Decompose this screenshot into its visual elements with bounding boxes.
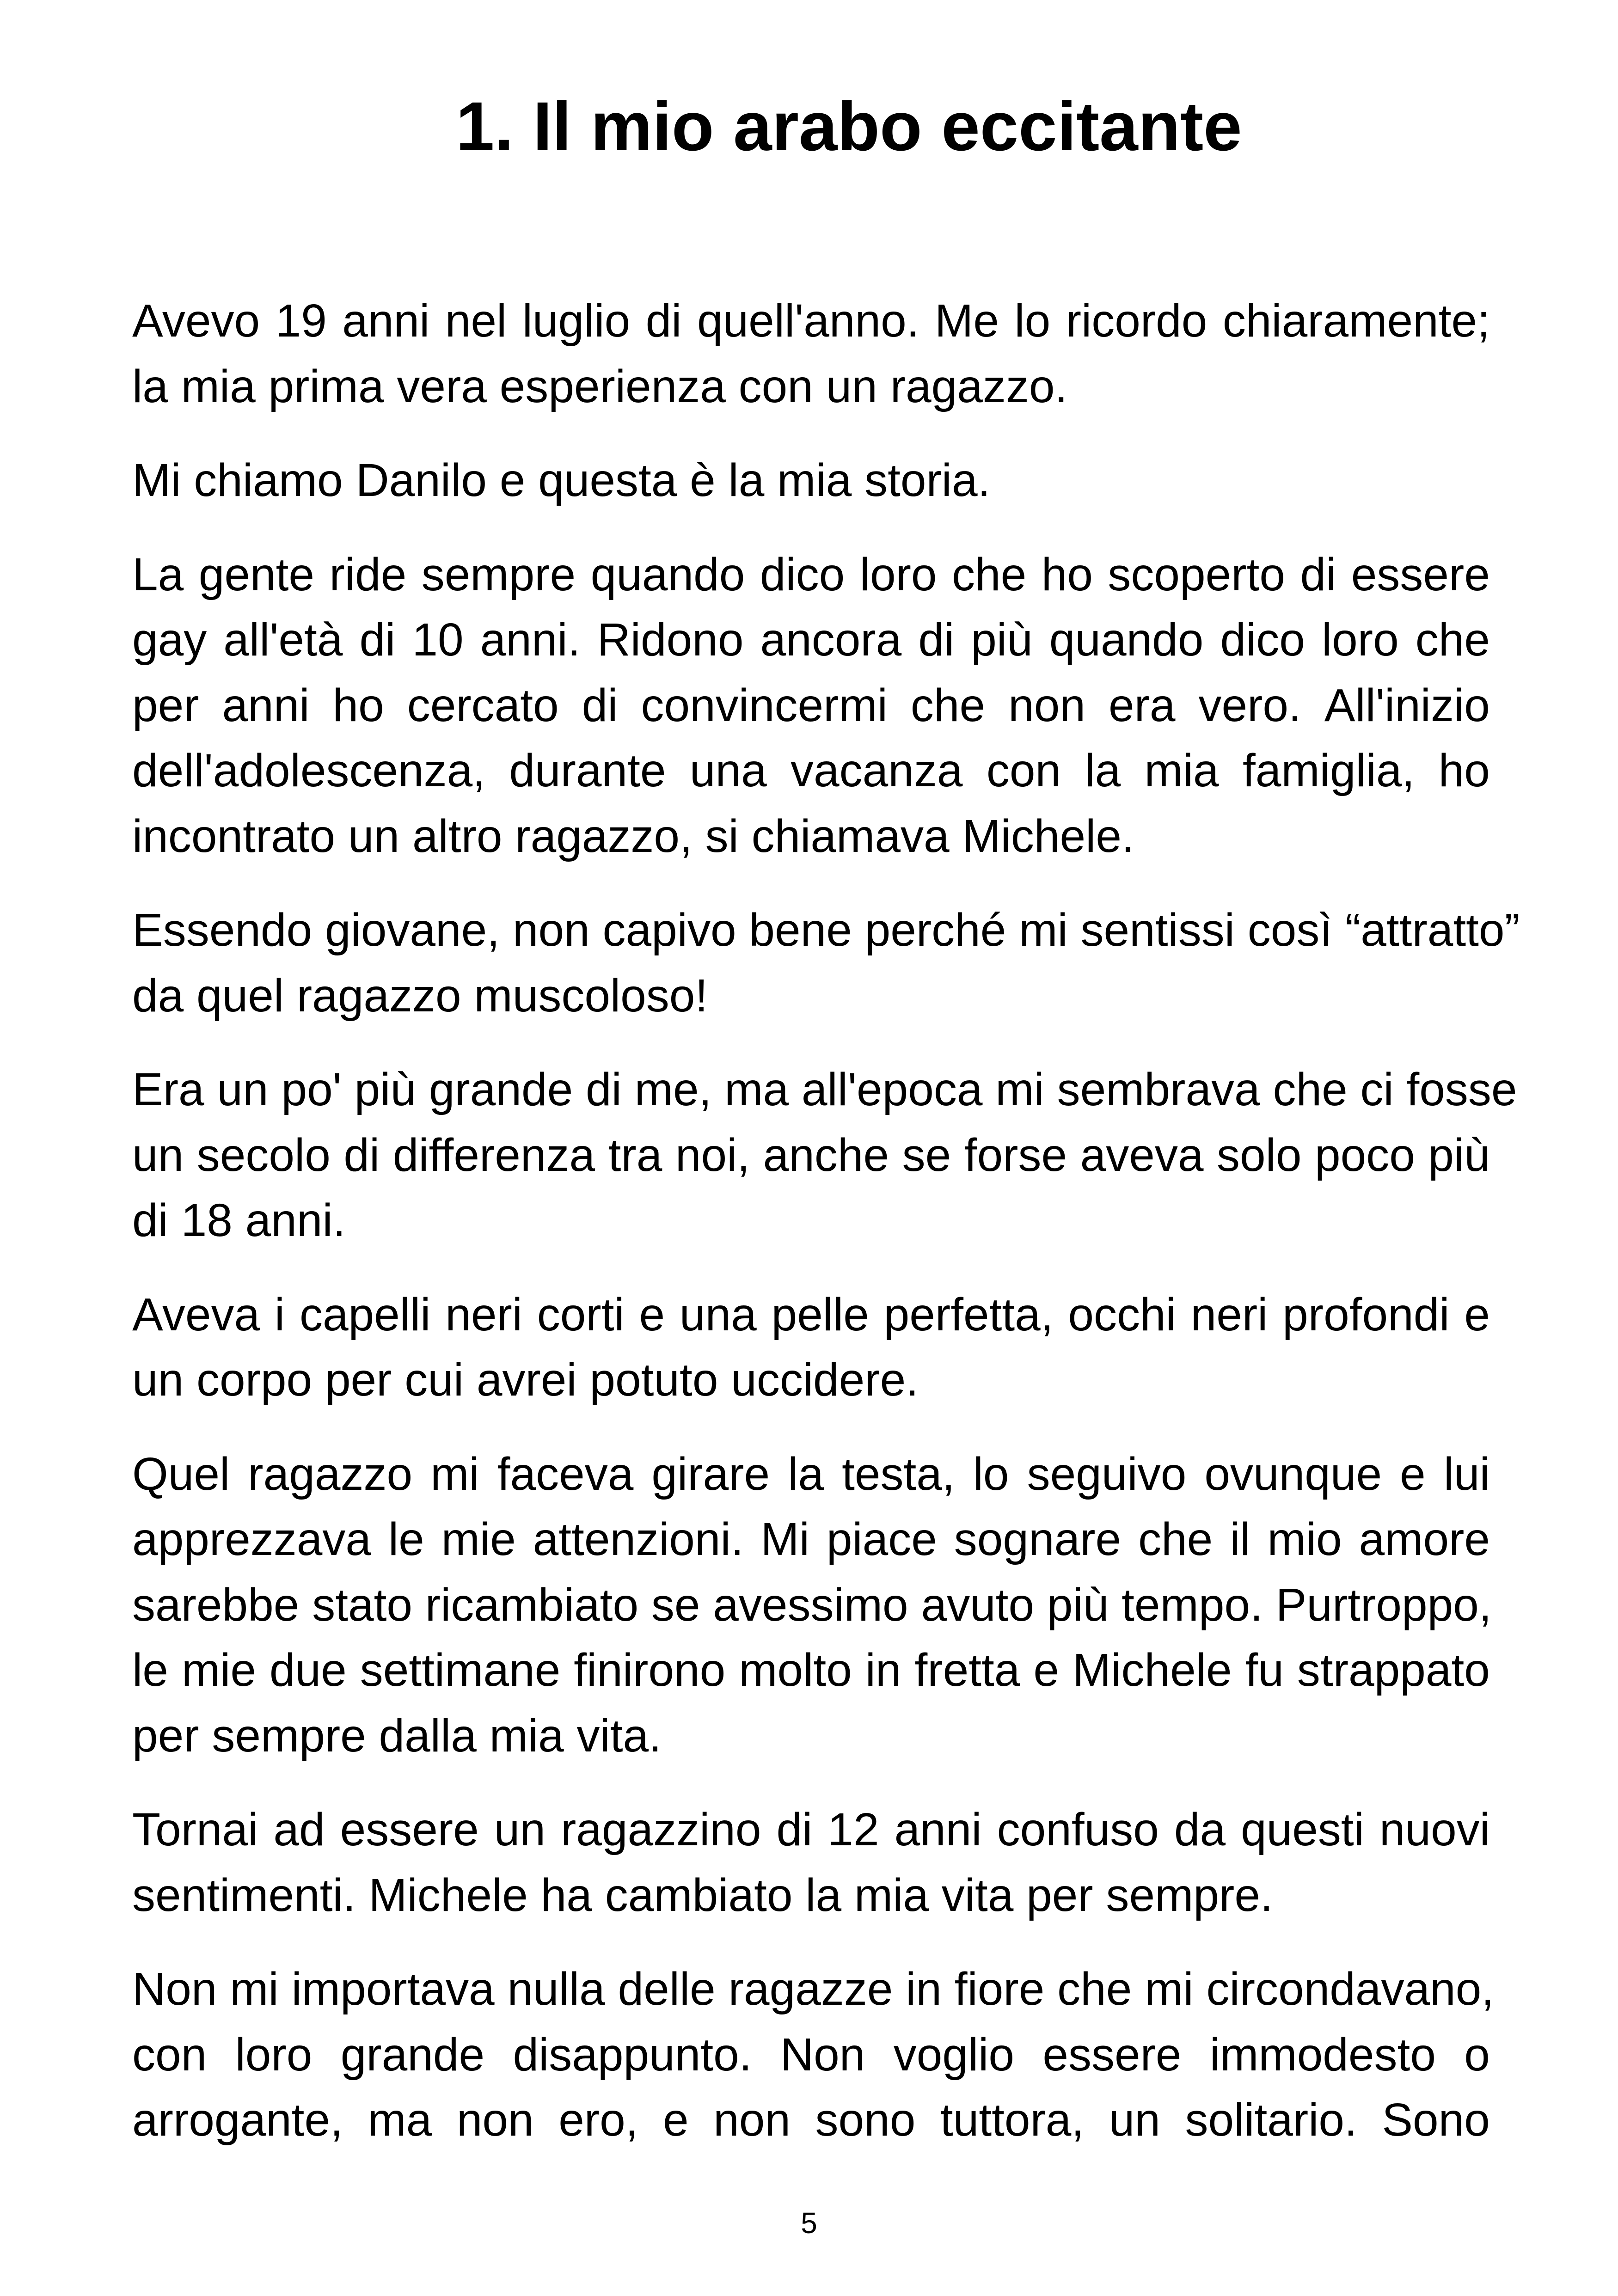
word: di: [582, 679, 618, 731]
word: arrogante,: [132, 2094, 343, 2146]
word: così: [1247, 904, 1333, 956]
word: di: [645, 295, 682, 347]
word: cercato: [407, 679, 559, 731]
word: Quel: [132, 1448, 230, 1500]
word: ho: [1041, 548, 1093, 600]
word: anche: [763, 1129, 889, 1181]
word: sentissi: [1080, 904, 1235, 956]
word: nulla: [507, 1963, 605, 2015]
word: confuso: [997, 1804, 1159, 1855]
word: Non: [132, 1963, 217, 2015]
word: Essendo: [132, 904, 313, 956]
word: capivo: [602, 904, 736, 956]
word: fu: [1245, 1644, 1284, 1696]
paragraph-line: [132, 288, 1490, 354]
word: gay: [132, 614, 207, 666]
paragraph: [132, 1957, 1495, 2153]
word: con: [986, 745, 1061, 796]
word: fretta: [914, 1644, 1020, 1696]
word: secolo: [196, 1129, 331, 1181]
word: che: [951, 548, 1027, 600]
word: “attratto”: [1345, 904, 1520, 956]
word: e: [1033, 1644, 1060, 1696]
word: occhi: [1068, 1288, 1176, 1341]
word: stato: [312, 1579, 412, 1631]
paragraph-line: [132, 542, 1490, 608]
word: avuto: [921, 1579, 1035, 1631]
word: seguivo: [1027, 1448, 1187, 1500]
word: nuovi: [1379, 1804, 1490, 1855]
word: anni: [894, 1804, 982, 1855]
word: il: [1230, 1513, 1250, 1565]
paragraph-line: [132, 1797, 1490, 1863]
word: Aveva: [132, 1288, 260, 1341]
word: e: [639, 1288, 665, 1341]
word: se: [651, 1579, 700, 1631]
word: con: [132, 2028, 207, 2081]
word: po': [281, 1064, 342, 1115]
paragraph-line: [132, 1442, 1490, 1507]
word: una: [679, 1288, 757, 1341]
paragraph: [132, 448, 1490, 514]
word: durante: [509, 745, 666, 796]
word: corti: [537, 1288, 625, 1341]
word: ricordo: [1066, 295, 1207, 347]
paragraph-line: [132, 1282, 1490, 1348]
word: loro: [1321, 614, 1399, 666]
word: anni: [342, 295, 430, 347]
word: ero,: [558, 2094, 638, 2146]
word: Sono: [1382, 2094, 1490, 2146]
word: neri: [445, 1288, 522, 1341]
paragraph: [132, 1282, 1490, 1413]
word: perché: [864, 904, 1006, 956]
word: chiaramente;: [1222, 295, 1490, 347]
word: le: [388, 1513, 424, 1565]
word: ho: [1438, 745, 1490, 796]
word: mio: [1267, 1513, 1342, 1565]
word: non: [1008, 679, 1085, 731]
word: solitario.: [1185, 2094, 1357, 2146]
paragraph-line: [132, 2088, 1490, 2153]
word: i: [274, 1288, 285, 1341]
word: vacanza: [791, 745, 963, 796]
word: dell'adolescenza,: [132, 745, 486, 796]
paragraph-line: [132, 1638, 1490, 1703]
word: famiglia,: [1242, 745, 1415, 796]
paragraph-line: [132, 1573, 1490, 1638]
paragraph-line: Mi chiamo Danilo e questa è la mia storia.: [132, 454, 991, 506]
word: all'epoca: [801, 1064, 983, 1115]
word: ma: [724, 1064, 789, 1115]
word: più: [971, 614, 1033, 666]
word: attenzioni.: [533, 1513, 744, 1565]
word: una: [689, 745, 767, 796]
word: tuttora,: [940, 2094, 1085, 2146]
word: se: [902, 1129, 951, 1181]
word: avessimo: [713, 1579, 908, 1631]
body-text: [132, 288, 1520, 2182]
word: ragazzino: [560, 1804, 761, 1855]
word: perfetta,: [883, 1288, 1054, 1341]
word: lo: [1014, 295, 1051, 347]
word: di: [586, 1064, 622, 1115]
paragraph-line: la mia prima vera esperienza con un ragazzo.: [132, 360, 1068, 412]
word: nel: [445, 295, 507, 347]
word: di: [918, 614, 955, 666]
word: La: [132, 548, 184, 600]
word: due: [269, 1644, 347, 1696]
word: di: [359, 614, 396, 666]
word: ragazze: [728, 1963, 893, 2015]
word: la: [1085, 745, 1121, 796]
word: ad: [273, 1804, 325, 1855]
word: mia: [1144, 745, 1219, 796]
word: Me: [935, 295, 999, 347]
word: mie: [181, 1644, 256, 1696]
word: non: [512, 904, 590, 956]
word: fosse: [1406, 1064, 1517, 1115]
paragraph-line: per sempre dalla mia vita.: [132, 1709, 662, 1762]
word: forse: [964, 1129, 1067, 1181]
word: mie: [441, 1513, 516, 1565]
word: ragazzo: [248, 1448, 413, 1500]
word: differenza: [392, 1129, 595, 1181]
paragraph-line: [132, 898, 1520, 963]
word: quell'anno.: [697, 295, 919, 347]
paragraph-line: [132, 607, 1490, 673]
word: tra: [608, 1129, 662, 1181]
word: noi,: [675, 1129, 750, 1181]
word: Era: [132, 1064, 204, 1115]
word: anni: [222, 679, 310, 731]
word: non: [456, 2094, 534, 2146]
word: molto: [739, 1644, 852, 1696]
word: che: [1415, 614, 1490, 666]
word: mi: [430, 1448, 479, 1500]
word: ride: [329, 548, 407, 600]
word: aveva: [1080, 1129, 1204, 1181]
word: Avevo: [132, 295, 260, 347]
word: ma: [368, 2094, 432, 2146]
word: dico: [760, 548, 845, 600]
word: mi: [1019, 904, 1068, 956]
paragraph-line: da quel ragazzo muscoloso!: [132, 969, 708, 1022]
word: ho: [332, 679, 384, 731]
word: lui: [1443, 1448, 1490, 1500]
word: loro: [235, 2028, 313, 2081]
word: anni.: [480, 614, 581, 666]
word: dico: [1220, 614, 1305, 666]
word: questi: [1241, 1804, 1364, 1855]
word: bene: [749, 904, 852, 956]
word: quando: [590, 548, 745, 600]
word: 12: [827, 1804, 879, 1855]
paragraph: [132, 1057, 1517, 1254]
word: tempo.: [1122, 1579, 1263, 1631]
word: sarebbe: [132, 1579, 300, 1631]
word: piace: [826, 1513, 937, 1565]
word: sognare: [954, 1513, 1122, 1565]
paragraph-line: [132, 1507, 1490, 1573]
paragraph-line: [132, 738, 1490, 804]
word: ci: [1360, 1064, 1394, 1115]
word: scoperto: [1108, 548, 1285, 600]
word: voglio: [893, 2028, 1014, 2081]
word: che: [1138, 1513, 1213, 1565]
word: ricambiato: [425, 1579, 639, 1631]
word: che: [1273, 1064, 1348, 1115]
word: apprezzava: [132, 1513, 371, 1565]
chapter-title: 1. Il mio arabo eccitante: [456, 87, 1242, 165]
word: 19: [275, 295, 327, 347]
word: e: [663, 2094, 689, 2146]
word: strappato: [1297, 1644, 1490, 1696]
word: mi: [1145, 1963, 1194, 2015]
word: in: [906, 1963, 942, 2015]
word: finirono: [574, 1644, 726, 1696]
word: mi: [995, 1064, 1044, 1115]
word: immodesto: [1209, 2028, 1436, 2081]
word: Mi: [760, 1513, 809, 1565]
word: girare: [651, 1448, 770, 1500]
word: all'età: [223, 614, 343, 666]
word: settimane: [360, 1644, 561, 1696]
word: luglio: [522, 295, 631, 347]
page-number: 5: [801, 2206, 817, 2240]
word: 10: [412, 614, 464, 666]
paragraph-line: incontrato un altro ragazzo, si chiamava Michele.: [132, 810, 1134, 862]
paragraph-line: un corpo per cui avrei potuto uccidere.: [132, 1354, 919, 1406]
word: essere: [340, 1804, 479, 1855]
word: di: [343, 1129, 380, 1181]
paragraph: [132, 542, 1490, 869]
word: convincermi: [641, 679, 888, 731]
word: e: [1400, 1448, 1426, 1500]
word: ancora: [760, 614, 902, 666]
word: Purtroppo,: [1275, 1579, 1492, 1631]
paragraph-line: di 18 anni.: [132, 1194, 346, 1246]
word: grande: [429, 1064, 573, 1115]
word: più: [354, 1064, 417, 1115]
word: fiore: [954, 1963, 1045, 2015]
word: testa,: [842, 1448, 955, 1500]
word: profondi: [1282, 1288, 1450, 1341]
word: circondavano,: [1206, 1963, 1495, 2015]
word: per: [132, 679, 199, 731]
word: Michele: [1072, 1644, 1232, 1696]
word: sembrava: [1057, 1064, 1260, 1115]
word: da: [1174, 1804, 1226, 1855]
word: era: [1108, 679, 1176, 731]
word: ovunque: [1204, 1448, 1382, 1500]
word: giovane,: [325, 904, 500, 956]
word: un: [494, 1804, 545, 1855]
word: un: [132, 1129, 184, 1181]
word: non: [713, 2094, 791, 2146]
word: quando: [1049, 614, 1204, 666]
word: un: [1109, 2094, 1160, 2146]
word: amore: [1359, 1513, 1490, 1565]
word: disappunto.: [513, 2028, 752, 2081]
word: la: [788, 1448, 824, 1500]
word: sono: [815, 2094, 916, 2146]
word: mi: [230, 1963, 279, 2015]
word: in: [865, 1644, 901, 1696]
word: sempre: [421, 548, 576, 600]
word: che: [910, 679, 986, 731]
paragraph: [132, 1797, 1490, 1928]
word: pelle: [771, 1288, 869, 1341]
word: Ridono: [597, 614, 744, 666]
paragraph-line: [132, 1057, 1517, 1123]
word: le: [132, 1644, 168, 1696]
word: essere: [1042, 2028, 1182, 2081]
paragraph-line: [132, 1123, 1490, 1188]
paragraph: [132, 1442, 1490, 1769]
word: essere: [1351, 548, 1490, 600]
paragraph-line: [132, 673, 1490, 739]
word: lo: [973, 1448, 1009, 1500]
paragraph-line: [132, 1957, 1495, 2022]
word: me,: [634, 1064, 712, 1115]
paragraph-line: sentimenti. Michele ha cambiato la mia vita per sempre.: [132, 1869, 1273, 1921]
word: grande: [340, 2028, 485, 2081]
word: solo: [1217, 1129, 1302, 1181]
word: importava: [291, 1963, 495, 2015]
word: loro: [859, 548, 937, 600]
word: o: [1464, 2028, 1490, 2081]
word: gente: [198, 548, 314, 600]
word: All'inizio: [1324, 679, 1490, 731]
word: più: [1047, 1579, 1109, 1631]
paragraph: [132, 898, 1520, 1029]
word: vero.: [1198, 679, 1301, 731]
paragraph-line: [132, 2022, 1490, 2088]
word: poco: [1315, 1129, 1415, 1181]
word: neri: [1190, 1288, 1268, 1341]
word: e: [1464, 1288, 1490, 1341]
word: faceva: [497, 1448, 634, 1500]
word: Tornai: [132, 1804, 258, 1855]
word: Non: [780, 2028, 865, 2081]
word: capelli: [299, 1288, 431, 1341]
word: di: [776, 1804, 813, 1855]
word: che: [1057, 1963, 1132, 2015]
paragraph: [132, 288, 1490, 419]
word: delle: [618, 1963, 716, 2015]
word: un: [217, 1064, 269, 1115]
word: più: [1428, 1129, 1490, 1181]
word: di: [1300, 548, 1336, 600]
